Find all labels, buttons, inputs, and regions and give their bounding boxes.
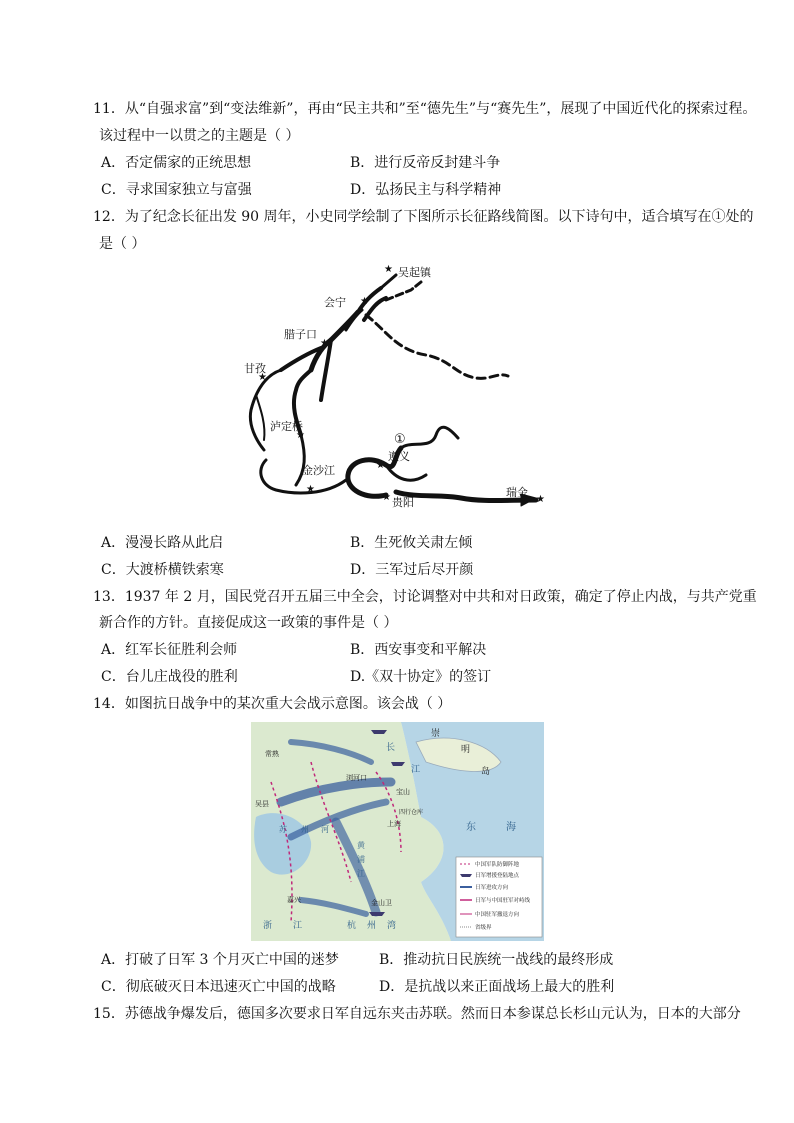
q11-option-b: B．进行反帝反封建斗争 xyxy=(350,155,501,171)
q11-stem-line1: 11．从“自强求富”到“变法维新”，再由“民主共和”至“德先生”与“赛先生”，展现了中国近代化的探索过程。 xyxy=(93,101,757,117)
q13-option-c: C．台儿庄战役的胜利 xyxy=(101,669,238,685)
svg-text:★: ★ xyxy=(384,264,393,275)
battle-map-legend xyxy=(456,857,542,937)
label-circle-one: ① xyxy=(394,432,406,447)
q11-option-c: C．寻求国家独立与富强 xyxy=(101,182,252,198)
place-dao: 岛 xyxy=(481,767,491,777)
q11-option-d: D．弘扬民主与科学精神 xyxy=(350,182,502,198)
place-su: 苏 xyxy=(279,825,287,834)
q12-option-c: C．大渡桥横铁索寒 xyxy=(101,562,224,578)
place-zhou2: 州 xyxy=(367,921,377,931)
label-jinsha: 金沙江 xyxy=(302,464,335,477)
place-hai: 海 xyxy=(506,822,516,833)
place-liuhekou: 浏河口 xyxy=(346,774,367,782)
svg-text:★: ★ xyxy=(536,494,545,505)
svg-text:★: ★ xyxy=(376,460,385,471)
label-zunyi: 遵义 xyxy=(388,450,410,463)
svg-text:★: ★ xyxy=(296,430,305,441)
place-changshu: 常熟 xyxy=(265,750,279,758)
place-ming: 明 xyxy=(461,745,471,755)
label-huining: 会宁 xyxy=(324,296,346,309)
place-jinshanwei: 金山卫 xyxy=(371,899,392,907)
q13-option-d: D.《双十协定》的签订 xyxy=(350,669,492,685)
q11-stem-line2: 该过程中一以贯之的主题是（ ） xyxy=(99,128,300,144)
legend-confront: 日军与中国驻军对峙线 xyxy=(475,898,531,904)
place-chang: 长 xyxy=(386,743,396,753)
place-pu: 浦 xyxy=(357,855,365,864)
place-wuxian: 吴县 xyxy=(255,800,269,808)
place-jiaxing: 嘉兴 xyxy=(287,896,301,904)
q12-option-d: D．三军过后尽开颜 xyxy=(350,562,474,578)
q12-option-a: A．漫漫长路从此启 xyxy=(101,535,224,551)
place-baoshan: 宝山 xyxy=(396,788,410,796)
place-he: 河 xyxy=(321,825,329,834)
q14-option-a: A．打破了日军 3 个月灭亡中国的迷梦 xyxy=(101,952,339,968)
place-zhe: 浙 xyxy=(263,921,273,931)
q14-option-b: B．推动抗日民族统一战线的最终形成 xyxy=(379,952,614,968)
q12-stem-line1: 12．为了纪念长征出发 90 周年，小史同学绘制了下图所示长征路线简图。以下诗句中，适合填写在①处的 xyxy=(93,209,754,225)
place-sihang: 四行仓库 xyxy=(399,809,424,816)
place-huang: 黄 xyxy=(357,841,365,850)
svg-text:★: ★ xyxy=(382,492,391,503)
place-zhou: 州 xyxy=(301,825,309,834)
q12-option-b: B．生死攸关肃左倾 xyxy=(350,535,473,551)
place-wan: 湾 xyxy=(387,921,397,931)
q11-option-a: A．否定儒家的正统思想 xyxy=(101,155,252,171)
place-shanghai: 上海 xyxy=(387,820,401,828)
q12-stem-line2: 是（ ） xyxy=(99,236,146,252)
battle-map xyxy=(251,722,544,941)
legend-border: 省级界 xyxy=(475,925,492,931)
q15-stem: 15．苏德战争爆发后，德国多次要求日军自远东夹击苏联。然而日本参谋总长杉山元认为，日本的大部分 xyxy=(93,1006,741,1022)
legend-retreat: 中国驻军撤退方向 xyxy=(475,912,520,918)
label-luding: 泸定桥 xyxy=(270,420,303,433)
legend-defense: 中国军队防御阵地 xyxy=(475,862,520,868)
q13-option-a: A．红军长征胜利会师 xyxy=(101,642,238,658)
place-hang: 杭 xyxy=(347,921,357,931)
q14-option-c: C．彻底破灭日本迅速灭亡中国的战略 xyxy=(101,979,336,995)
q13-stem-line2: 新合作的方针。直接促成这一政策的事件是（ ） xyxy=(99,615,398,631)
label-ruijin: 瑞金 xyxy=(506,486,528,499)
place-chong: 崇 xyxy=(431,729,441,739)
place-jiang2: 江 xyxy=(357,869,365,878)
long-march-map xyxy=(236,260,556,520)
place-jiang3: 江 xyxy=(293,921,303,931)
q14-option-d: D．是抗战以来正面战场上最大的胜利 xyxy=(379,979,615,995)
svg-text:★: ★ xyxy=(360,296,369,307)
legend-landing: 日军增援登陆地点 xyxy=(475,873,520,879)
label-wuqi: 吴起镇 xyxy=(398,266,431,279)
svg-text:★: ★ xyxy=(320,338,329,349)
svg-text:★: ★ xyxy=(258,372,267,383)
q14-stem: 14．如图抗日战争中的某次重大会战示意图。该会战（ ） xyxy=(93,696,452,712)
svg-text:★: ★ xyxy=(306,484,315,495)
place-jiang: 江 xyxy=(411,765,421,775)
q13-stem-line1: 13．1937 年 2 月，国民党召开五届三中全会，讨论调整对中共和对日政策，确定了停止内战，与共产党重 xyxy=(93,589,757,605)
legend-attack: 日军进攻方向 xyxy=(475,885,509,891)
q13-option-b: B．西安事变和平解决 xyxy=(350,642,487,658)
label-ganzi: 甘孜 xyxy=(244,362,266,375)
label-guiyang: 贵阳 xyxy=(392,496,414,509)
label-lazikou: 腊子口 xyxy=(284,328,317,341)
place-dong: 东 xyxy=(466,822,476,833)
